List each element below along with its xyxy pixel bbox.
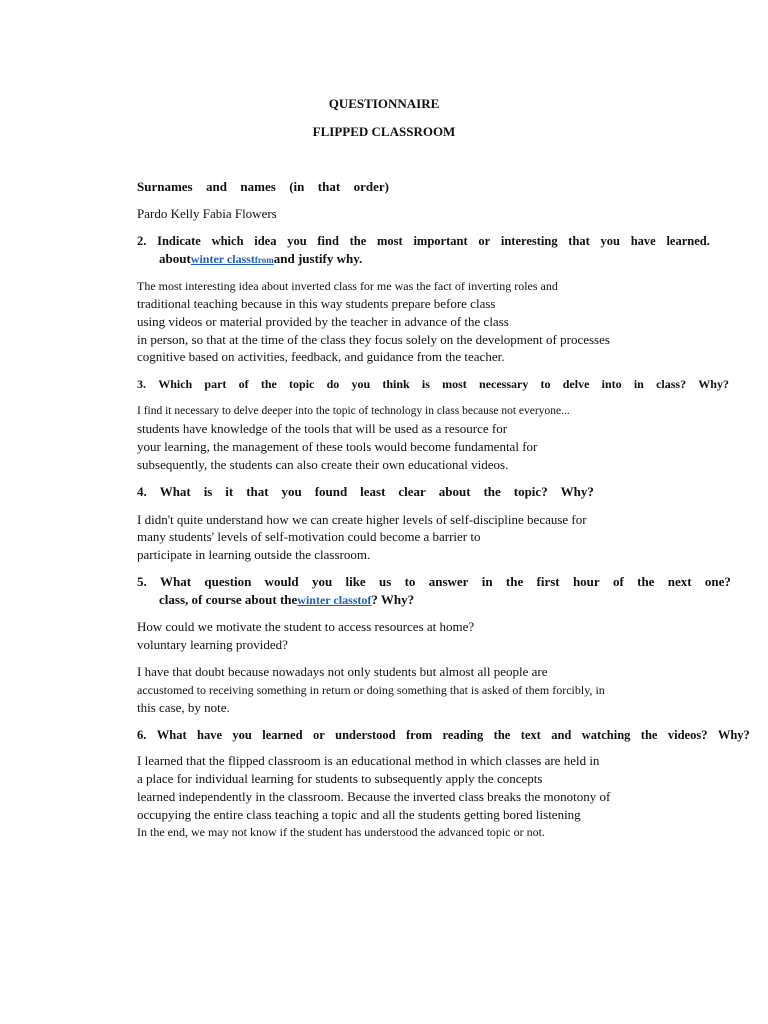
answer-4-line-3: participate in learning outside the classroom. [137, 547, 371, 562]
answer-3-line-2: students have knowledge of the tools that will be used as a resource for [137, 421, 508, 436]
answer-6-line-2: a place for individual learning for students to subsequently apply the concepts [137, 771, 543, 786]
answer-2-line-2: traditional teaching because in this way students prepare before class [137, 296, 496, 311]
answer-3-line-4: subsequently, the students can also create their own educational videos. [137, 457, 509, 472]
name-label: Surnames and names (in that order) [137, 179, 389, 194]
name-value: Pardo Kelly Fabia Flowers [137, 206, 277, 221]
answer-3-line-3: your learning, the management of these tools would become fundamental for [137, 439, 538, 454]
question-5-line-2: class, of course about thewinter classtof? Why? [159, 592, 415, 607]
answer-6-line-4: occupying the entire class teaching a topic and all the students getting bored listening [137, 807, 581, 822]
answer-6-line-5: In the end, we may not know if the student has understood the advanced topic or not. [137, 825, 545, 839]
question-2-line-1: 2. Indicate which idea you find the most important or interesting that you have learned. [137, 234, 710, 248]
question-3: 3. Which part of the topic do you think is most necessary to delve into in class? Why? [137, 377, 729, 391]
answer-5-line-3: I have that doubt because nowadays not only students but almost all people are [137, 664, 548, 679]
question-4: 4. What is it that you found least clear about the topic? Why? [137, 484, 594, 499]
answer-4-line-1: I didn't quite understand how we can create higher levels of self-discipline because for [137, 512, 587, 527]
question-2-line-2: aboutwinter classtfromand justify why. [159, 251, 363, 266]
answer-2-line-4: in person, so that at the time of the class they focus solely on the development of processes [137, 332, 610, 347]
answer-4-line-2: many students' levels of self-motivation could become a barrier to [137, 529, 481, 544]
question-5-line-1: 5. What question would you like us to answer in the first hour of the next one? [137, 574, 731, 589]
document-subtitle: FLIPPED CLASSROOM [312, 124, 456, 139]
answer-2-line-1: The most interesting idea about inverted class for me was the fact of inverting roles and [137, 279, 558, 293]
question-6: 6. What have you learned or understood from reading the text and watching the videos? Why? [137, 728, 750, 742]
answer-6-line-3: learned independently in the classroom. Because the inverted class breaks the monotony of [137, 789, 611, 804]
winter-class-link[interactable]: winter classtfrom [190, 252, 274, 266]
answer-6-line-1: I learned that the flipped classroom is an educational method in which classes are held in [137, 753, 600, 768]
answer-5-line-2: voluntary learning provided? [137, 637, 288, 652]
answer-3-line-1: I find it necessary to delve deeper into the topic of technology in class because not everyone... [137, 405, 570, 417]
winter-class-link-2[interactable]: winter classtof [297, 593, 372, 607]
answer-5-line-4: accustomed to receiving something in return or doing something that is asked of them forcibly, in [137, 683, 605, 697]
answer-5-line-1: How could we motivate the student to access resources at home? [137, 619, 475, 634]
answer-2-line-5: cognitive based on activities, feedback, and guidance from the teacher. [137, 349, 505, 364]
answer-2-line-3: using videos or material provided by the teacher in advance of the class [137, 314, 509, 329]
document-title: QUESTIONNAIRE [328, 96, 440, 111]
answer-5-line-5: this case, by note. [137, 700, 230, 715]
